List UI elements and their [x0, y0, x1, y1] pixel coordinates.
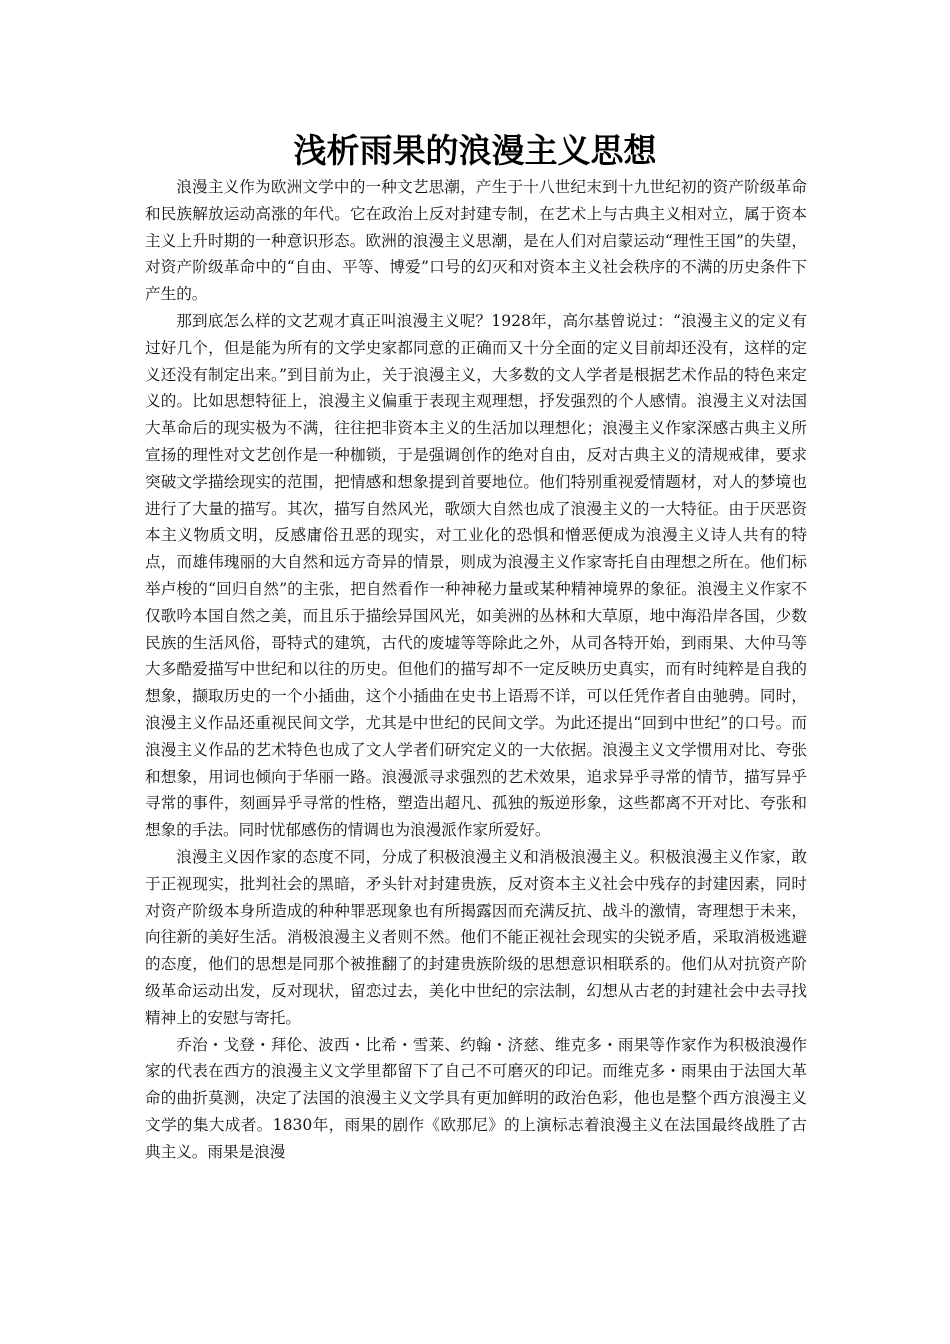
paragraph-3: 浪漫主义因作家的态度不同，分成了积极浪漫主义和消极浪漫主义。积极浪漫主义作家，敢于正视现实，批判社会的黑暗，矛头针对封建贵族，反对资本主义社会中残存的封建因素，同时对资产阶级本身所造成的种种罪恶现象也有所揭露因而充满反抗、战斗的激情，寄理想于未来，向往新的美好生活。消极浪漫主义者则不然。他们不能正视社会现实的尖锐矛盾，采取消极逃避的态度，他们的思想是同那个被推翻了的封建贵族阶级的思想意识相联系的。他们从对抗资产阶级革命运动出发，反对现状，留恋过去，美化中世纪的宗法制，幻想从古老的封建社会中去寻找精神上的安慰与寄托。: [145, 847, 807, 1027]
paragraph-1: 浪漫主义作为欧洲文学中的一种文艺思潮，产生于十八世纪末到十九世纪初的资产阶级革命和民族解放运动高涨的年代。它在政治上反对封建专制，在艺术上与古典主义相对立，属于资本主义上升时期的一种意识形态。欧洲的浪漫主义思潮，是在人们对启蒙运动“理性王国”的失望，对资产阶级革命中的“自由、平等、博爱”口号的幻灭和对资本主义社会秩序的不满的历史条件下产生的。: [145, 178, 807, 304]
document-title: 浅析雨果的浪漫主义思想: [293, 131, 657, 170]
document-body: [145, 174, 807, 1165]
paragraph-2: 那到底怎么样的文艺观才真正叫浪漫主义呢？1928年，高尔基曾说过：“浪漫主义的定义有过好几个，但是能为所有的文学史家都同意的正确而又十分全面的定义目前却还没有，这样的定义还没有制定出来。”到目前为止，关于浪漫主义，大多数的文人学者是根据艺术作品的特色来定义的。比如思想特征上，浪漫主义偏重于表现主观理想，抒发强烈的个人感情。浪漫主义对法国大革命后的现实极为不满，往往把非资本主义的生活加以理想化；浪漫主义作家深感古典主义所宣扬的理性对文艺创作是一种枷锁，于是强调创作的绝对自由，反对古典主义的清规戒律，要求突破文学描绘现实的范围，把情感和想象提到首要地位。他们特别重视爱情题材，对人的梦境也进行了大量的描写。其次，描写自然风光，歌颂大自然也成了浪漫主义的一大特征。由于厌恶资本主义物质文明，反感庸俗丑恶的现实，对工业化的恐惧和憎恶便成为浪漫主义诗人共有的特点，而雄伟瑰丽的大自然和远方奇异的情景，则成为浪漫主义作家寄托自由理想之所在。他们标举卢梭的“回归自然”的主张，把自然看作一种神秘力量或某种精神境界的象征。浪漫主义作家不仅歌吟本国自然之美，而且乐于描绘异国风光，如美洲的丛林和大草原，地中海沿岸各国，少数民族的生活风俗，哥特式的建筑，古代的废墟等等除此之外，从司各特开始，到雨果、大仲马等大多酷爱描写中世纪和以往的历史。但他们的描写却不一定反映历史真实，而有时纯粹是自我的想象，撷取历史的一个小插曲，这个小插曲在史书上语焉不详，可以任凭作者自由驰骋。同时，浪漫主义作品还重视民间文学，尤其是中世纪的民间文学。为此还提出“回到中世纪”的口号。而浪漫主义作品的艺术特色也成了文人学者们研究定义的一大依据。浪漫主义文学惯用对比、夸张和想象，用词也倾向于华丽一路。浪漫派寻求强烈的艺术效果，追求异乎寻常的情节，描写异乎寻常的事件，刻画异乎寻常的性格，塑造出超凡、孤独的叛逆形象，这些都离不开对比、夸张和想象的手法。同时忧郁感伤的情调也为浪漫派作家所爱好。: [145, 311, 807, 840]
paragraph-4: 乔治・戈登・拜伦、波西・比希・雪莱、约翰・济慈、维克多・雨果等作家作为积极浪漫作家的代表在西方的浪漫主义文学里都留下了自己不可磨灭的印记。而维克多・雨果由于法国大革命的曲折莫测，决定了法国的浪漫主义文学具有更加鲜明的政治色彩，他也是整个西方浪漫主义文学的集大成者。1830年，雨果的剧作《欧那尼》的上演标志着浪漫主义在法国最终战胜了古典主义。雨果是浪漫: [145, 1035, 807, 1161]
